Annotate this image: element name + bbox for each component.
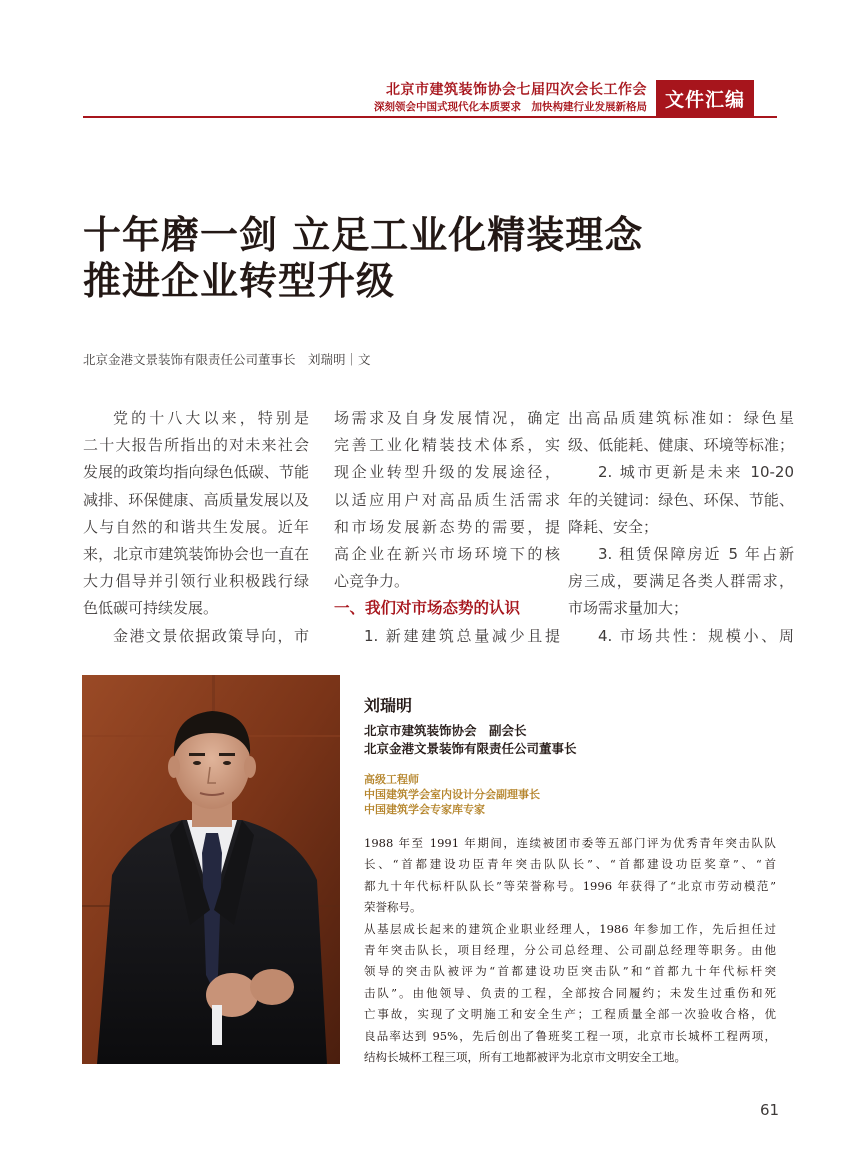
bio-line: 良品率达到 95%，先后创出了鲁班奖工程一项，北京市长城杯工程两项， <box>364 1028 776 1043</box>
body-line: 和市场发展新态势的需要，提 <box>334 517 560 536</box>
body-line: 1. 新建建筑总量减少且提 <box>364 626 560 645</box>
article-title-line-1: 十年磨一剑 立足工业化精装理念 <box>83 213 644 257</box>
bio-title: 高级工程师 <box>364 773 419 786</box>
header-rule <box>83 116 777 118</box>
body-line: 党的十八大以来，特别是 <box>113 409 309 427</box>
body-line: 来，北京市建筑装饰协会也一直在 <box>83 545 309 564</box>
bio-line: 都九十年代标杆队队长”等荣誉称号。1996 年获得了“北京市劳动模范” <box>364 878 776 893</box>
bio-title: 中国建筑学会专家库专家 <box>364 803 485 816</box>
body-line: 4. 市场共性：规模小、周 <box>598 626 794 645</box>
body-line: 年的关键词：绿色、环保、节能、 <box>568 490 794 509</box>
byline: 北京金港文景装饰有限责任公司董事长 刘瑞明｜文 <box>83 352 371 367</box>
body-line: 级、低能耗、健康、环境等标准； <box>568 436 794 455</box>
body-column-1 <box>83 405 309 650</box>
bio-line: 荣誉称号。 <box>364 900 422 915</box>
body-line: 人与自然的和谐共生发展。近年 <box>83 517 309 536</box>
body-line: 市场需求量加大； <box>568 599 689 618</box>
body-line: 出高品质建筑标准如：绿色星 <box>568 409 794 427</box>
bio-line: 领导的突击队被评为“首都建设功臣突击队”和“首都九十年代标杆突 <box>364 964 776 979</box>
bio-name: 刘瑞明 <box>364 696 413 715</box>
bio-role: 北京金港文景装饰有限责任公司董事长 <box>364 741 577 756</box>
body-line: 2. 城市更新是未来 10-20 <box>598 463 794 482</box>
body-line: 金港文景依据政策导向，市 <box>113 626 309 645</box>
portrait-photo <box>82 675 340 1064</box>
header-event-title: 北京市建筑装饰协会七届四次会长工作会 <box>386 82 647 98</box>
section-heading: 一、我们对市场态势的认识 <box>334 599 521 618</box>
body-line: 色低碳可持续发展。 <box>83 599 219 618</box>
bio-line: 1988 年至 1991 年期间，连续被团市委等五部门评为优秀青年突击队队 <box>364 836 776 850</box>
body-line: 3. 租赁保障房近 5 年占新 <box>598 545 794 564</box>
body-line: 降耗、安全； <box>568 517 659 536</box>
body-column-2 <box>334 405 560 650</box>
body-column-3 <box>568 405 794 650</box>
page-number: 61 <box>760 1101 780 1119</box>
header-event-subtitle: 深刻领会中国式现代化本质要求 加快构建行业发展新格局 <box>374 101 647 113</box>
body-line: 现企业转型升级的发展途径， <box>334 463 560 482</box>
body-line: 完善工业化精装技术体系，实 <box>334 436 560 455</box>
body-line: 发展的政策均指向绿色低碳、节能 <box>83 463 309 482</box>
bio-line: 结构长城杯工程三项，所有工地都被评为北京市文明安全工地。 <box>364 1050 686 1065</box>
body-line: 场需求及自身发展情况，确定 <box>334 409 560 427</box>
bio-line: 长、“首都建设功臣青年突击队队长”、“首都建设功臣奖章”、“首 <box>364 857 776 872</box>
body-line: 大力倡导并引领行业积极践行绿 <box>83 572 309 591</box>
article-title <box>83 212 643 304</box>
bio-title: 中国建筑学会室内设计分会副理事长 <box>364 788 540 801</box>
bio-line: 青年突击队长，项目经理，分公司总经理、公司副总经理等职务。由他 <box>364 943 776 958</box>
bio-role: 北京市建筑装饰协会 副会长 <box>364 723 527 738</box>
body-line: 房三成，要满足各类人群需求， <box>568 572 794 591</box>
body-line: 二十大报告所指出的对未来社会 <box>83 436 309 455</box>
body-line: 减排、环保健康、高质量发展以及 <box>83 490 309 509</box>
bio-line: 从基层成长起来的建筑企业职业经理人，1986 年参加工作，先后担任过 <box>364 921 776 936</box>
bio-line: 击队”。由他领导、负责的工程，全部按合同履约；未发生过重伤和死 <box>364 985 776 1000</box>
bio-description <box>364 833 776 1068</box>
body-line: 以适应用户对高品质生活需求 <box>334 490 560 509</box>
bio-line: 亡事故，实现了文明施工和安全生产；工程质量全部一次验收合格，优 <box>364 1007 776 1022</box>
body-line: 高企业在新兴市场环境下的核 <box>334 545 560 564</box>
body-line: 心竞争力。 <box>334 572 410 591</box>
section-badge: 文件汇编 <box>656 80 754 117</box>
article-title-line-2: 推进企业转型升级 <box>83 259 396 303</box>
